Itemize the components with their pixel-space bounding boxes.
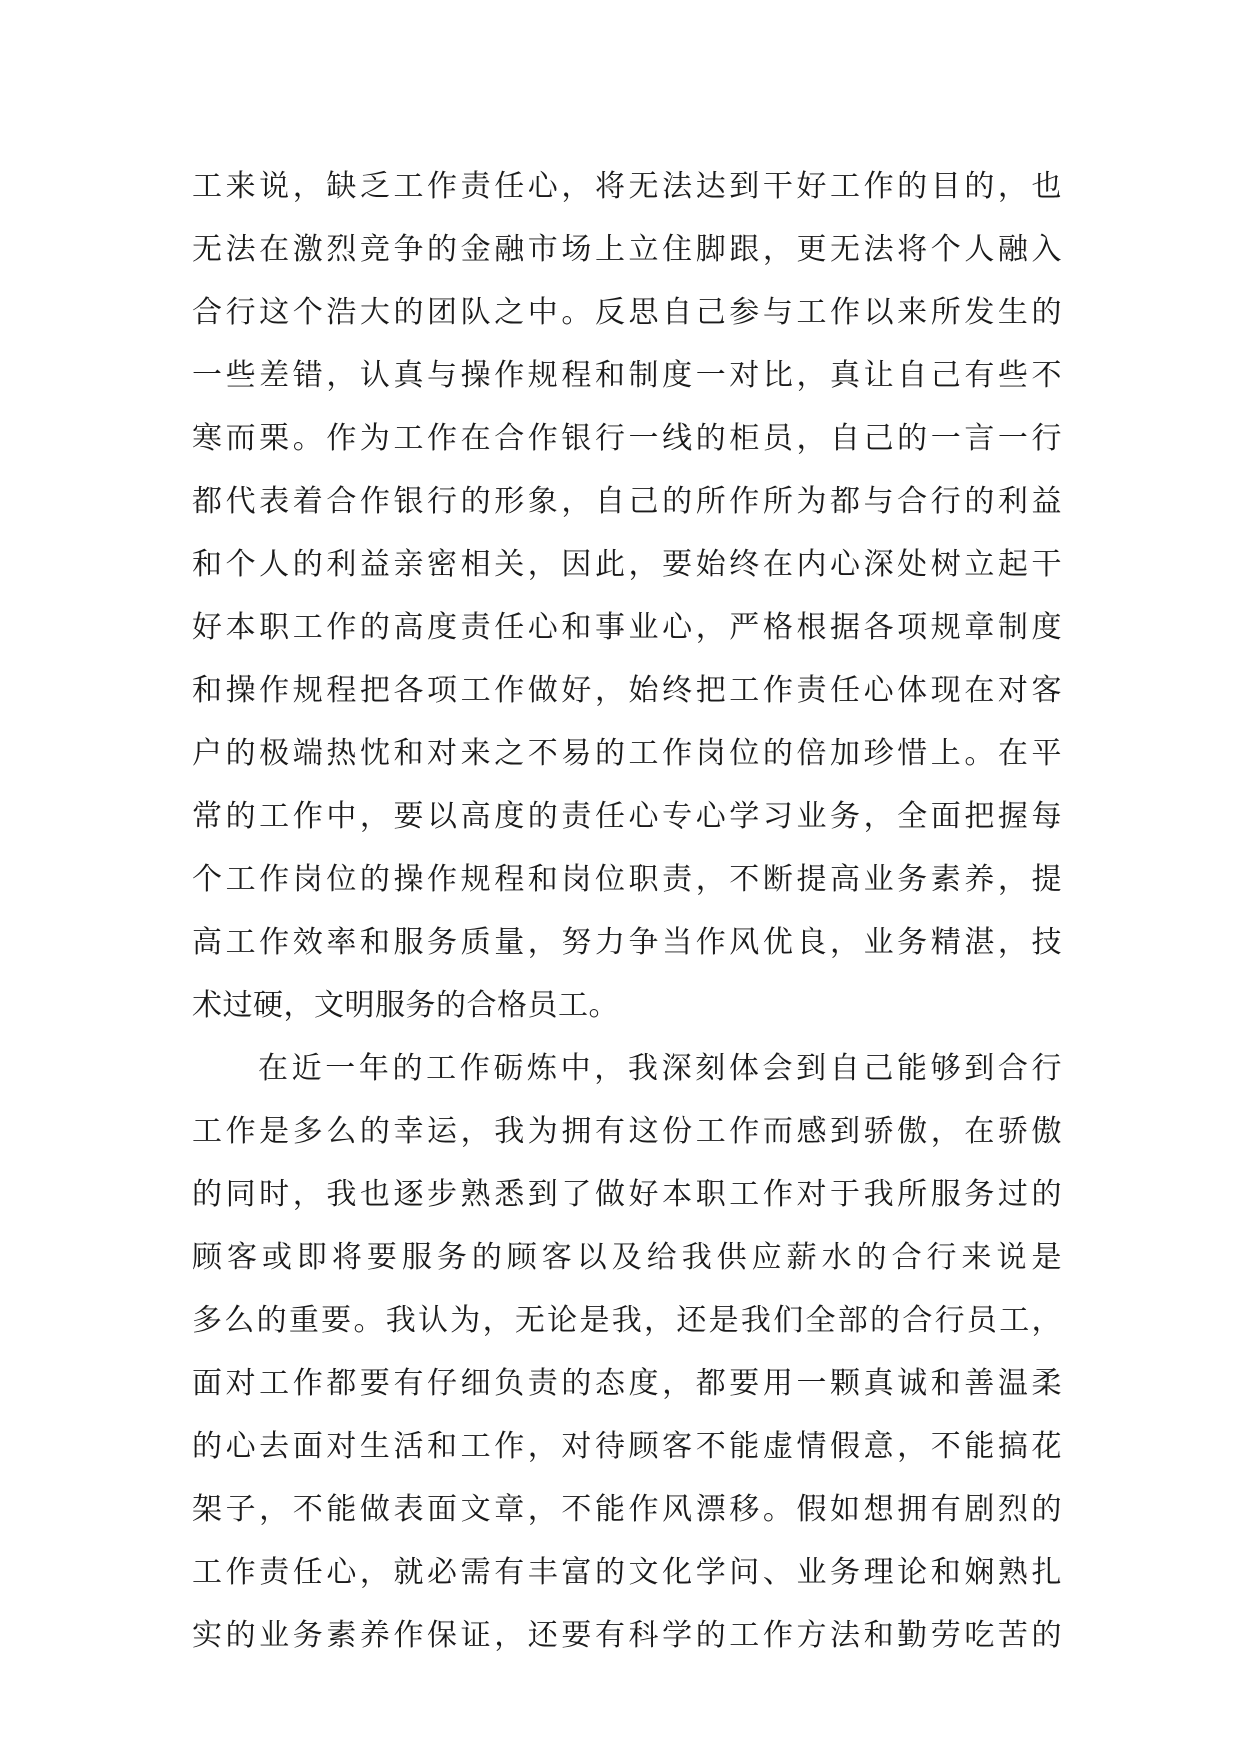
- text-line: 工来说，缺乏工作责任心，将无法达到干好工作的目的，也: [192, 169, 1062, 204]
- document-body: [192, 155, 1062, 1667]
- text-line: 工作是多么的幸运，我为拥有这份工作而感到骄傲，在骄傲: [192, 1114, 1062, 1149]
- paragraph: [192, 155, 1062, 1037]
- text-line: 高工作效率和服务质量，努力争当作风优良，业务精湛，技: [192, 925, 1062, 960]
- text-line: 面对工作都要有仔细负责的态度，都要用一颗真诚和善温柔: [192, 1366, 1062, 1401]
- text-line: 的同时，我也逐步熟悉到了做好本职工作对于我所服务过的: [192, 1177, 1062, 1212]
- text-line: 和操作规程把各项工作做好，始终把工作责任心体现在对客: [192, 673, 1062, 708]
- text-line: 个工作岗位的操作规程和岗位职责，不断提高业务素养，提: [192, 862, 1062, 897]
- text-line: 的心去面对生活和工作，对待顾客不能虚情假意，不能搞花: [192, 1429, 1062, 1464]
- text-line: 在近一年的工作砺炼中，我深刻体会到自己能够到合行: [258, 1051, 1062, 1086]
- text-line: 顾客或即将要服务的顾客以及给我供应薪水的合行来说是: [192, 1240, 1062, 1275]
- text-line: 术过硬，文明服务的合格员工。: [192, 988, 619, 1023]
- text-line: 工作责任心，就必需有丰富的文化学问、业务理论和娴熟扎: [192, 1555, 1062, 1590]
- text-line: 户的极端热忱和对来之不易的工作岗位的倍加珍惜上。在平: [192, 736, 1062, 771]
- text-line: 和个人的利益亲密相关，因此，要始终在内心深处树立起干: [192, 547, 1062, 582]
- text-line: 都代表着合作银行的形象，自己的所作所为都与合行的利益: [192, 484, 1062, 519]
- text-line: 多么的重要。我认为，无论是我，还是我们全部的合行员工，: [192, 1303, 1062, 1338]
- text-line: 一些差错，认真与操作规程和制度一对比，真让自己有些不: [192, 358, 1062, 393]
- text-line: 架子，不能做表面文章，不能作风漂移。假如想拥有剧烈的: [192, 1492, 1062, 1527]
- text-line: 寒而栗。作为工作在合作银行一线的柜员，自己的一言一行: [192, 421, 1062, 456]
- text-line: 无法在激烈竞争的金融市场上立住脚跟，更无法将个人融入: [192, 232, 1062, 267]
- text-line: 合行这个浩大的团队之中。反思自己参与工作以来所发生的: [192, 295, 1062, 330]
- paragraph: [192, 1037, 1062, 1667]
- text-line: 实的业务素养作保证，还要有科学的工作方法和勤劳吃苦的: [192, 1618, 1062, 1653]
- text-line: 常的工作中，要以高度的责任心专心学习业务，全面把握每: [192, 799, 1062, 834]
- text-line: 好本职工作的高度责任心和事业心，严格根据各项规章制度: [192, 610, 1062, 645]
